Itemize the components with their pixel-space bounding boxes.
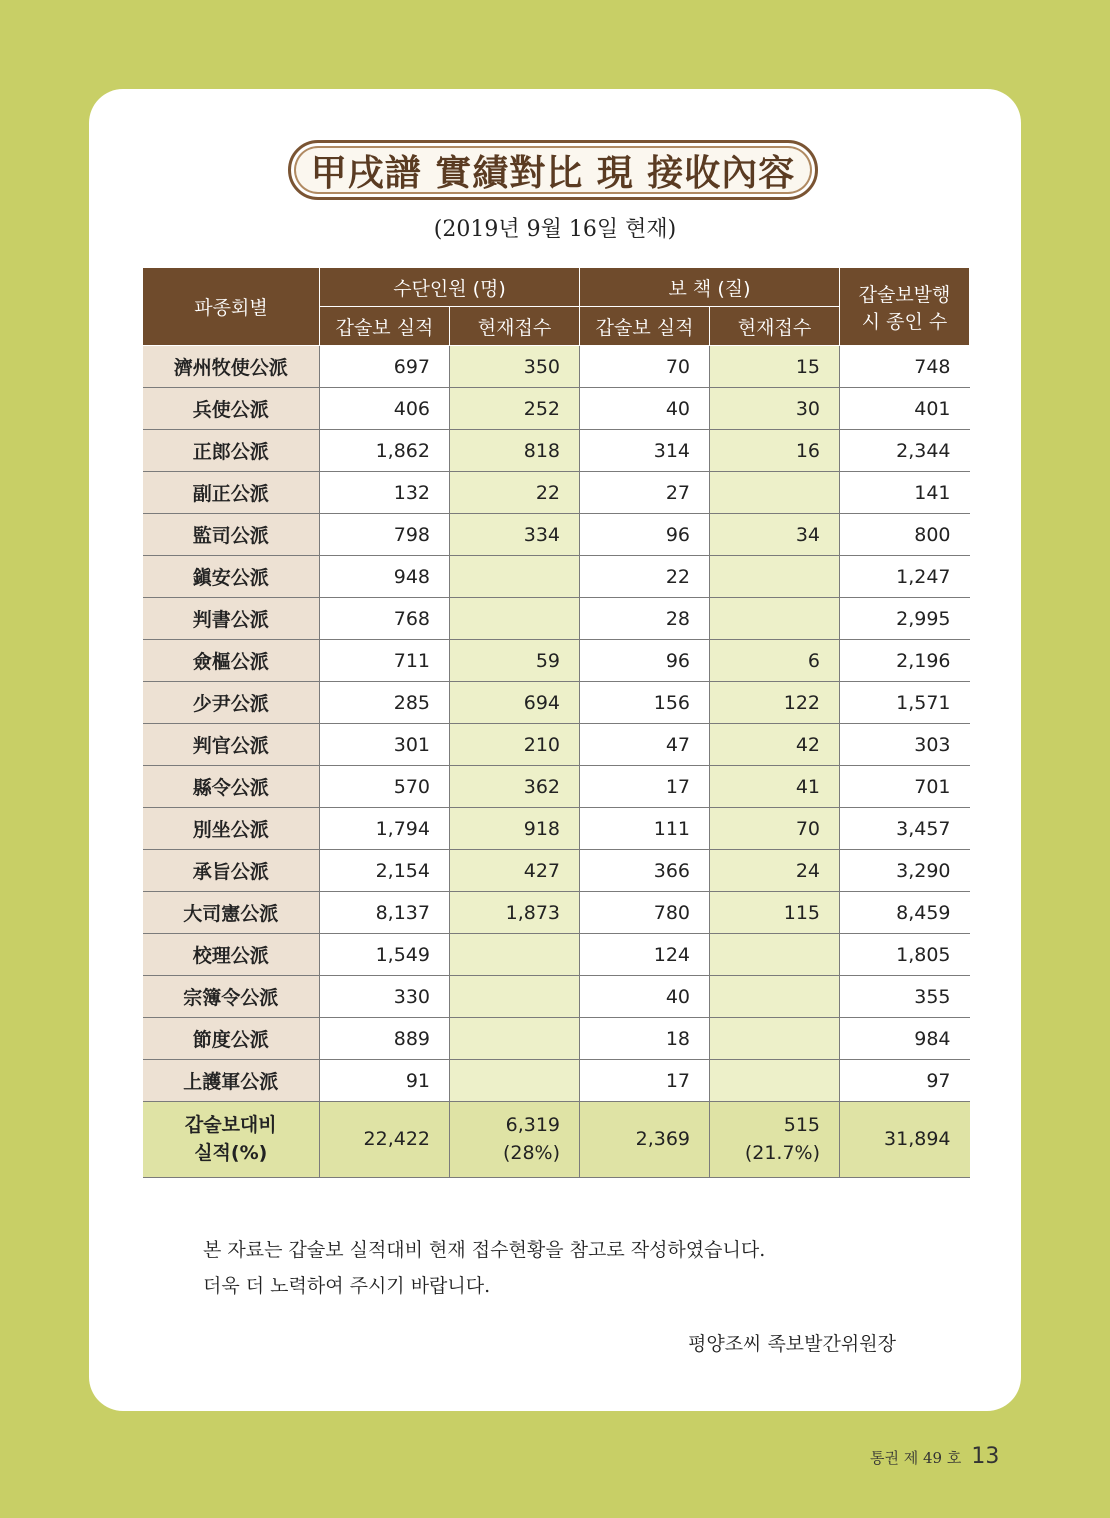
cell-b: [450, 934, 580, 976]
report-table: [142, 267, 970, 1178]
total-a: 22,422: [320, 1102, 450, 1178]
branch-name: 宗簿令公派: [143, 976, 320, 1018]
cell-b: 334: [450, 514, 580, 556]
branch-name: 別坐公派: [143, 808, 320, 850]
cell-c: 40: [580, 976, 710, 1018]
branch-name: 兵使公派: [143, 388, 320, 430]
cell-a: 768: [320, 598, 450, 640]
cell-d: [710, 976, 840, 1018]
cell-a: 711: [320, 640, 450, 682]
cell-b: 427: [450, 850, 580, 892]
cell-b: 252: [450, 388, 580, 430]
table-row: [143, 556, 970, 598]
cell-e: 701: [840, 766, 970, 808]
cell-e: 97: [840, 1060, 970, 1102]
cell-a: 301: [320, 724, 450, 766]
total-label-line-1: 갑술보대비: [184, 1113, 277, 1136]
note: [203, 1232, 765, 1304]
branch-name: 大司憲公派: [143, 892, 320, 934]
cell-a: 1,794: [320, 808, 450, 850]
cell-b: 22: [450, 472, 580, 514]
branch-name: 鎭安公派: [143, 556, 320, 598]
table-row: [143, 976, 970, 1018]
cell-c: 780: [580, 892, 710, 934]
header-books-group: 보 책 (질): [580, 268, 840, 307]
cell-d: [710, 934, 840, 976]
cell-b: 210: [450, 724, 580, 766]
cell-d: [710, 472, 840, 514]
cell-a: 948: [320, 556, 450, 598]
cell-e: 1,247: [840, 556, 970, 598]
total-c: 2,369: [580, 1102, 710, 1178]
cell-c: 17: [580, 1060, 710, 1102]
cell-d: [710, 1060, 840, 1102]
cell-c: 22: [580, 556, 710, 598]
total-d-line-1: 515: [783, 1113, 821, 1136]
cell-c: 40: [580, 388, 710, 430]
cell-a: 132: [320, 472, 450, 514]
note-line-2: 더욱 더 노력하여 주시기 바랍니다.: [203, 1275, 491, 1297]
header-total-members: [840, 268, 970, 346]
page-number: 13: [971, 1444, 1000, 1469]
cell-a: 1,862: [320, 430, 450, 472]
cell-b: 1,873: [450, 892, 580, 934]
cell-e: 303: [840, 724, 970, 766]
cell-d: 30: [710, 388, 840, 430]
cell-d: 41: [710, 766, 840, 808]
cell-a: 285: [320, 682, 450, 724]
cell-e: 401: [840, 388, 970, 430]
branch-name: 僉樞公派: [143, 640, 320, 682]
table-row: [143, 682, 970, 724]
cell-e: 355: [840, 976, 970, 1018]
footer: [870, 1444, 999, 1469]
cell-e: 1,805: [840, 934, 970, 976]
branch-name: 承旨公派: [143, 850, 320, 892]
cell-c: 156: [580, 682, 710, 724]
cell-d: 15: [710, 346, 840, 388]
cell-c: 366: [580, 850, 710, 892]
cell-e: 2,344: [840, 430, 970, 472]
cell-a: 889: [320, 1018, 450, 1060]
header-total-members-line2: 시 종인 수: [861, 310, 948, 333]
branch-name: 節度公派: [143, 1018, 320, 1060]
header-total-members-line1: 갑술보발행: [858, 283, 951, 306]
table-row: [143, 850, 970, 892]
header-branch: 파종회별: [143, 268, 320, 346]
cell-c: 47: [580, 724, 710, 766]
cell-a: 798: [320, 514, 450, 556]
branch-name: 正郎公派: [143, 430, 320, 472]
cell-b: 350: [450, 346, 580, 388]
total-label: [143, 1102, 320, 1178]
table-row: [143, 934, 970, 976]
total-d: [710, 1102, 840, 1178]
cell-b: 694: [450, 682, 580, 724]
cell-e: 3,290: [840, 850, 970, 892]
cell-e: 141: [840, 472, 970, 514]
issue-number: 통권 제 49 호: [870, 1449, 962, 1467]
header-members-record: 갑술보 실적: [320, 307, 450, 346]
table-row: [143, 472, 970, 514]
total-b: [450, 1102, 580, 1178]
table-row: [143, 514, 970, 556]
cell-a: 2,154: [320, 850, 450, 892]
branch-name: 上護軍公派: [143, 1060, 320, 1102]
cell-b: [450, 556, 580, 598]
branch-name: 校理公派: [143, 934, 320, 976]
branch-name: 少尹公派: [143, 682, 320, 724]
cell-a: 91: [320, 1060, 450, 1102]
cell-d: 24: [710, 850, 840, 892]
cell-a: 1,549: [320, 934, 450, 976]
cell-e: 984: [840, 1018, 970, 1060]
cell-b: 818: [450, 430, 580, 472]
cell-e: 3,457: [840, 808, 970, 850]
cell-c: 96: [580, 640, 710, 682]
cell-b: 918: [450, 808, 580, 850]
total-e: 31,894: [840, 1102, 970, 1178]
total-d-line-2: (21.7%): [744, 1141, 821, 1164]
cell-d: 34: [710, 514, 840, 556]
cell-e: 800: [840, 514, 970, 556]
cell-a: 697: [320, 346, 450, 388]
cell-e: 748: [840, 346, 970, 388]
branch-name: 判官公派: [143, 724, 320, 766]
cell-e: 2,196: [840, 640, 970, 682]
table-row: [143, 430, 970, 472]
cell-b: [450, 598, 580, 640]
cell-c: 17: [580, 766, 710, 808]
table-row: [143, 640, 970, 682]
cell-b: 59: [450, 640, 580, 682]
cell-b: [450, 1018, 580, 1060]
cell-b: [450, 976, 580, 1018]
table-row: [143, 766, 970, 808]
cell-e: 2,995: [840, 598, 970, 640]
cell-d: 6: [710, 640, 840, 682]
table-row: [143, 388, 970, 430]
total-label-line-2: 실적(%): [194, 1141, 268, 1164]
cell-c: 70: [580, 346, 710, 388]
cell-a: 330: [320, 976, 450, 1018]
table-row: [143, 1018, 970, 1060]
cell-c: 28: [580, 598, 710, 640]
branch-name: 縣令公派: [143, 766, 320, 808]
cell-d: 16: [710, 430, 840, 472]
total-row: [143, 1102, 970, 1178]
cell-d: 115: [710, 892, 840, 934]
total-b-line-2: (28%): [502, 1141, 561, 1164]
table-row: [143, 808, 970, 850]
note-line-1: 본 자료는 갑술보 실적대비 현재 접수현황을 참고로 작성하였습니다.: [203, 1239, 766, 1261]
header-books-received: 현재접수: [710, 307, 840, 346]
header-members-group: 수단인원 (명): [320, 268, 580, 307]
cell-a: 570: [320, 766, 450, 808]
table-row: [143, 346, 970, 388]
cell-d: 70: [710, 808, 840, 850]
cell-a: 8,137: [320, 892, 450, 934]
cell-c: 124: [580, 934, 710, 976]
cell-b: 362: [450, 766, 580, 808]
branch-name: 濟州牧使公派: [143, 346, 320, 388]
table-row: [143, 724, 970, 766]
subtitle: (2019년 9월 16일 현재): [433, 217, 677, 242]
cell-d: 122: [710, 682, 840, 724]
cell-c: 18: [580, 1018, 710, 1060]
cell-c: 96: [580, 514, 710, 556]
total-b-line-1: 6,319: [505, 1113, 561, 1136]
table-row: [143, 892, 970, 934]
branch-name: 判書公派: [143, 598, 320, 640]
title-box: [288, 140, 818, 200]
cell-e: 1,571: [840, 682, 970, 724]
branch-name: 監司公派: [143, 514, 320, 556]
cell-c: 27: [580, 472, 710, 514]
header-books-record: 갑술보 실적: [580, 307, 710, 346]
table-body: [143, 346, 970, 1178]
header-members-received: 현재접수: [450, 307, 580, 346]
cell-c: 111: [580, 808, 710, 850]
cell-e: 8,459: [840, 892, 970, 934]
signature: 평양조씨 족보발간위원장: [688, 1333, 896, 1355]
cell-d: [710, 556, 840, 598]
cell-d: [710, 598, 840, 640]
cell-a: 406: [320, 388, 450, 430]
cell-d: [710, 1018, 840, 1060]
page-title: 甲戌譜 實績對比 現 接收內容: [310, 151, 796, 194]
cell-b: [450, 1060, 580, 1102]
branch-name: 副正公派: [143, 472, 320, 514]
cell-c: 314: [580, 430, 710, 472]
table-row: [143, 598, 970, 640]
cell-d: 42: [710, 724, 840, 766]
table-row: [143, 1060, 970, 1102]
